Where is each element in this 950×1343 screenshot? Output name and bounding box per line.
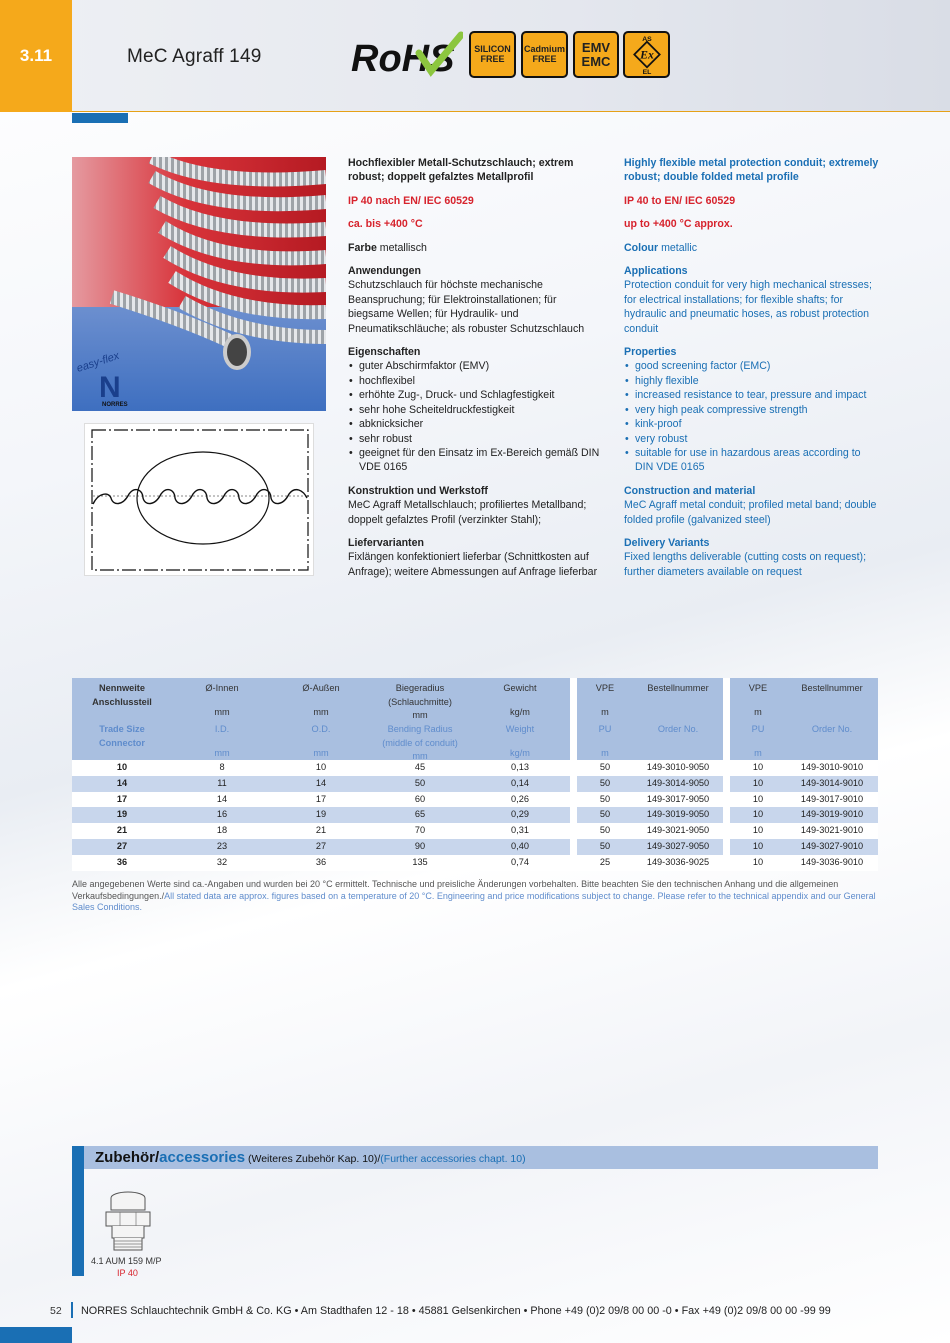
table-cell: 10 xyxy=(723,760,786,776)
list-item: • highly flexible xyxy=(624,374,880,388)
column-header: Gewicht xyxy=(503,683,537,693)
column-header: Bestellnummer xyxy=(647,683,709,693)
table-cell: 90 xyxy=(414,840,426,851)
de-colour xyxy=(348,241,604,255)
list-item: • very high peak compressive strength xyxy=(624,403,880,417)
cadmium-free-badge-line1: Cadmium xyxy=(523,44,565,55)
table-cell: 0,74 xyxy=(511,856,529,867)
de-delivery-text: Fixlängen konfektioniert lieferbar (Schnittkosten auf Anfrage); weitere Abmessungen auf Anfrage lieferbar xyxy=(348,551,598,578)
table-footnote xyxy=(72,879,878,914)
column-header: Order No. xyxy=(811,724,853,734)
table-cell: 10 xyxy=(723,807,786,823)
column-header: PU xyxy=(598,724,612,734)
table-cell: 149-3014-9050 xyxy=(646,777,710,788)
column-unit: kg/m xyxy=(510,706,530,717)
table-cell: 70 xyxy=(414,825,426,836)
table-cell: 21 xyxy=(116,825,128,836)
column-header: Bending Radius (middle of conduit) xyxy=(382,724,458,748)
en-construction xyxy=(624,484,880,527)
ex-badge-mid: Ex xyxy=(639,48,654,62)
en-colour-value: metallic xyxy=(658,241,697,254)
table-cell: 10 xyxy=(723,823,786,839)
header-de-cell xyxy=(172,678,272,719)
table-cell: 149-3014-9010 xyxy=(800,777,864,788)
table-cell: 14 xyxy=(315,777,327,788)
column-unit: mm xyxy=(214,706,230,717)
footnote-en: All stated data are approx. figures based on a temperature of 20 °C. Engineering and price modifications subject to change. Please refer to the technical appendix and our General Sales Conditions. xyxy=(72,890,876,912)
column-unit: m xyxy=(754,747,762,758)
table-cell: 149-3019-9050 xyxy=(646,809,710,820)
de-applications-head: Anwendungen xyxy=(348,265,421,278)
en-applications-text: Protection conduit for very high mechanical stresses; for electrical installations; for flexible shafts; for hydraulic and pneumatic hoses, as robust protection conduit xyxy=(624,279,872,335)
list-item: • very robust xyxy=(624,432,880,446)
de-properties xyxy=(348,345,604,475)
table-cell: 18 xyxy=(216,825,228,836)
en-colour xyxy=(624,241,880,255)
table-cell: 14 xyxy=(116,777,128,788)
table-cell: 27 xyxy=(116,840,128,851)
table-cell: 17 xyxy=(315,793,327,804)
de-construction-text: MeC Agraff Metallschlauch; profiliertes Metallband; doppelt gefalztes Profil (verzinkter Stahl); xyxy=(348,499,587,526)
column-header: O.D. xyxy=(311,724,331,734)
en-construction-head: Construction and material xyxy=(624,484,756,497)
table-cell: 60 xyxy=(414,793,426,804)
brand-script: easy-flex xyxy=(75,349,121,375)
column-header: VPE xyxy=(748,683,768,693)
table-cell: 149-3021-9010 xyxy=(800,825,864,836)
column-header: Trade Size Connector xyxy=(99,724,145,748)
table-cell: 17 xyxy=(116,793,128,804)
table-row xyxy=(72,776,878,792)
spec-table xyxy=(72,678,878,871)
header-de-cell xyxy=(470,678,570,719)
table-cell: 0,13 xyxy=(511,762,529,772)
table-cell: 149-3010-9010 xyxy=(800,762,864,772)
header-de-cell xyxy=(723,678,786,719)
accessories-title-de: Zubehör/ xyxy=(95,1149,160,1166)
table-cell: 27 xyxy=(315,840,327,851)
header-de-cell xyxy=(786,678,878,719)
table-cell: 21 xyxy=(315,825,327,836)
table-body xyxy=(72,760,878,871)
column-unit xyxy=(633,706,723,719)
silicon-free-badge-line1: SILICON xyxy=(474,44,511,55)
en-lead: Highly flexible metal protection conduit; extremely robust; double folded metal profile xyxy=(624,157,879,184)
de-properties-list xyxy=(348,359,604,474)
header-en-cell xyxy=(470,719,570,760)
table-cell: 0,14 xyxy=(511,777,529,788)
table-cell: 0,26 xyxy=(511,793,529,804)
de-colour-label: Farbe xyxy=(348,241,377,254)
table-cell: 23 xyxy=(216,840,228,851)
de-applications-text: Schutzschlauch für höchste mechanische Beanspruchung; für Elektroinstallationen; für biegsame Wellen; für Hydraulik- und Pneumatikschläuche; als robuster Schutzschlauch xyxy=(348,279,585,335)
header-de-cell xyxy=(72,678,172,719)
accessories-accent xyxy=(72,1146,84,1276)
en-applications xyxy=(624,264,880,336)
en-colour-label: Colour xyxy=(624,241,659,254)
table-header-en xyxy=(72,719,878,760)
column-unit: m xyxy=(601,747,609,758)
column-header: Ø-Außen xyxy=(302,683,340,693)
rohs-logo-text: RoHS xyxy=(351,38,455,79)
silicon-free-badge-line2: FREE xyxy=(480,53,505,64)
table-cell: 8 xyxy=(219,762,225,772)
footer-accent xyxy=(0,1327,72,1343)
table-cell: 10 xyxy=(116,762,128,772)
header-en-cell xyxy=(172,719,272,760)
accessory-label: 4.1 AUM 159 M/P xyxy=(91,1256,162,1266)
list-item: • abknicksicher xyxy=(348,417,604,431)
column-unit: mm xyxy=(412,710,428,720)
de-lead: Hochflexibler Metall-Schutzschlauch; extrem robust; doppelt gefalztes Metallprofil xyxy=(348,157,574,184)
table-cell: 10 xyxy=(723,792,786,808)
header-accent xyxy=(72,113,128,123)
header-en-cell xyxy=(72,719,172,760)
list-item: • kink-proof xyxy=(624,417,880,431)
list-item: • good screening factor (EMC) xyxy=(624,359,880,373)
column-header: VPE xyxy=(595,683,615,693)
column-unit xyxy=(786,706,878,719)
accessories-note-en: (Further accessories chapt. 10) xyxy=(380,1153,526,1165)
column-header: Nennweite Anschlussteil xyxy=(92,683,152,707)
en-properties-head: Properties xyxy=(624,346,677,359)
list-item: • sehr robust xyxy=(348,432,604,446)
page-title: MeC Agraff 149 xyxy=(127,46,262,67)
de-colour-value: metallisch xyxy=(376,241,427,254)
de-delivery xyxy=(348,536,604,579)
table-cell: 149-3017-9010 xyxy=(800,793,864,804)
table-cell: 36 xyxy=(315,856,327,867)
list-item: • increased resistance to tear, pressure and impact xyxy=(624,388,880,402)
page-number: 52 xyxy=(50,1305,62,1317)
table-cell: 10 xyxy=(723,839,786,855)
emv-badge-line1: EMV xyxy=(581,39,611,55)
table-row xyxy=(72,807,878,823)
footnote-de: Alle angegebenen Werte sind ca.-Angaben und wurden bei 20 °C ermittelt. Technische und preisliche Änderungen vorbehalten. Bitte beachten Sie den technischen Anhang und die allgemeinen Verkaufsbedingungen./ xyxy=(72,879,839,901)
norres-logo-icon: N xyxy=(99,371,121,404)
column-header: Bestellnummer xyxy=(801,683,863,693)
header-en-cell xyxy=(570,719,633,760)
column-unit: m xyxy=(601,706,609,717)
header-en-cell xyxy=(272,719,370,760)
table-cell: 45 xyxy=(414,762,426,772)
en-ip-rating: IP 40 to EN/ IEC 60529 xyxy=(624,194,736,207)
table-cell: 50 xyxy=(414,777,426,788)
footer-divider xyxy=(71,1302,73,1318)
cable-gland-icon[interactable] xyxy=(100,1190,156,1256)
header-de-cell xyxy=(370,678,470,719)
english-description xyxy=(624,156,880,588)
accessory-ip: IP 40 xyxy=(117,1268,138,1278)
column-header: Order No. xyxy=(657,724,699,734)
table-cell: 149-3027-9010 xyxy=(800,840,864,851)
table-cell: 50 xyxy=(570,776,633,792)
header-de-cell xyxy=(570,678,633,719)
footer-address: NORRES Schlauchtechnik GmbH & Co. KG • Am Stadthafen 12 - 18 • 45881 Gelsenkirchen • Phone +49 (0)2 09/8 00 00 -0 • Fax +49 (0)2 09/8 00 00 -99 99 xyxy=(81,1305,831,1317)
table-cell: 10 xyxy=(315,762,327,772)
table-cell: 50 xyxy=(570,823,633,839)
header-en-cell xyxy=(633,719,723,760)
table-row xyxy=(72,760,878,776)
en-properties-list xyxy=(624,359,880,474)
en-properties xyxy=(624,345,880,475)
en-temperature: up to +400 °C approx. xyxy=(624,218,733,231)
table-cell: 50 xyxy=(570,760,633,776)
column-header: I.D. xyxy=(214,724,230,734)
table-cell: 14 xyxy=(216,793,228,804)
de-applications xyxy=(348,264,604,336)
header-en-cell xyxy=(370,719,470,760)
norres-brand: NORRES xyxy=(102,402,128,408)
table-cell: 10 xyxy=(723,776,786,792)
table-cell: 0,31 xyxy=(511,825,529,836)
column-header: Weight xyxy=(505,724,535,734)
column-unit xyxy=(786,747,878,760)
table-cell: 50 xyxy=(570,792,633,808)
table-cell: 149-3027-9050 xyxy=(646,840,710,851)
en-delivery-text: Fixed lengths deliverable (cutting costs on request); further diameters available on request xyxy=(624,551,867,578)
list-item: • erhöhte Zug-, Druck- und Schlagfestigkeit xyxy=(348,388,604,402)
table-cell: 65 xyxy=(414,809,426,820)
emv-emc-badge xyxy=(573,31,619,78)
list-item: • suitable for use in hazardous areas according to DIN VDE 0165 xyxy=(624,446,880,475)
en-delivery xyxy=(624,536,880,579)
header-en-cell xyxy=(723,719,786,760)
de-ip-rating: IP 40 nach EN/ IEC 60529 xyxy=(348,194,474,207)
de-delivery-head: Liefervarianten xyxy=(348,536,424,549)
column-header: PU xyxy=(751,724,765,734)
table-cell: 149-3010-9050 xyxy=(646,762,710,772)
column-unit xyxy=(633,747,723,760)
de-construction-head: Konstruktion und Werkstoff xyxy=(348,484,488,497)
chapter-number: 3.11 xyxy=(0,0,72,112)
header-de-cell xyxy=(633,678,723,719)
column-header: Ø-Innen xyxy=(205,683,239,693)
column-unit: kg/m xyxy=(510,747,530,758)
de-temperature: ca. bis +400 °C xyxy=(348,218,423,231)
en-applications-head: Applications xyxy=(624,265,688,278)
table-cell: 149-3017-9050 xyxy=(646,793,710,804)
table-cell: 36 xyxy=(116,856,128,867)
german-description xyxy=(348,156,604,588)
table-row xyxy=(72,823,878,839)
table-cell: 0,29 xyxy=(511,809,529,820)
table-cell: 149-3036-9025 xyxy=(646,856,710,867)
table-cell: 16 xyxy=(216,809,228,820)
table-cell: 135 xyxy=(412,856,428,867)
en-delivery-head: Delivery Variants xyxy=(624,536,710,549)
table-row xyxy=(72,792,878,808)
column-unit: m xyxy=(754,706,762,717)
en-construction-text: MeC Agraff metal conduit; profiled metal band; double folded profile (galvanized steel) xyxy=(624,499,877,526)
column-header: Biegeradius (Schlauchmitte) xyxy=(388,683,452,707)
cadmium-free-badge-line2: FREE xyxy=(532,53,557,64)
table-cell: 10 xyxy=(723,855,786,871)
silicon-free-badge xyxy=(469,31,516,78)
cadmium-free-badge xyxy=(521,31,568,78)
ex-badge-top: AS xyxy=(641,35,652,43)
atex-ex-badge xyxy=(623,31,670,78)
header-en-cell xyxy=(786,719,878,760)
table-cell: 19 xyxy=(116,809,128,820)
table-cell: 149-3019-9010 xyxy=(800,809,864,820)
accessories-title-en: accessories xyxy=(159,1149,246,1166)
list-item: • hochflexibel xyxy=(348,374,604,388)
column-unit: mm xyxy=(313,747,329,758)
ex-badge-bottom: EL xyxy=(642,69,651,76)
table-cell: 149-3021-9050 xyxy=(646,825,710,836)
table-header-de xyxy=(72,678,878,719)
column-unit: mm xyxy=(412,751,428,761)
table-cell: 149-3036-9010 xyxy=(800,856,864,867)
table-row xyxy=(72,855,878,871)
list-item: • guter Abschirmfaktor (EMV) xyxy=(348,359,604,373)
table-cell: 11 xyxy=(217,777,227,788)
column-unit: mm xyxy=(313,706,329,717)
table-cell: 19 xyxy=(315,809,327,820)
profile-drawing xyxy=(84,423,314,576)
table-cell: 32 xyxy=(216,856,228,867)
rohs-logo xyxy=(349,31,463,79)
header-de-cell xyxy=(272,678,370,719)
table-cell: 0,40 xyxy=(511,840,529,851)
product-photo xyxy=(72,157,326,411)
table-cell: 50 xyxy=(570,839,633,855)
list-item: • sehr hohe Scheiteldruckfestigkeit xyxy=(348,403,604,417)
table-cell: 25 xyxy=(570,855,633,871)
accessories-title xyxy=(95,1149,526,1166)
de-properties-head: Eigenschaften xyxy=(348,346,421,359)
list-item: • geeignet für den Einsatz im Ex-Bereich gemäß DIN VDE 0165 xyxy=(348,446,604,475)
column-unit: mm xyxy=(214,747,230,758)
table-cell: 50 xyxy=(570,807,633,823)
emv-badge-line2: EMC xyxy=(581,53,611,69)
accessories-note-de: (Weiteres Zubehör Kap. 10)/ xyxy=(245,1153,381,1165)
de-construction xyxy=(348,484,604,527)
table-row xyxy=(72,839,878,855)
